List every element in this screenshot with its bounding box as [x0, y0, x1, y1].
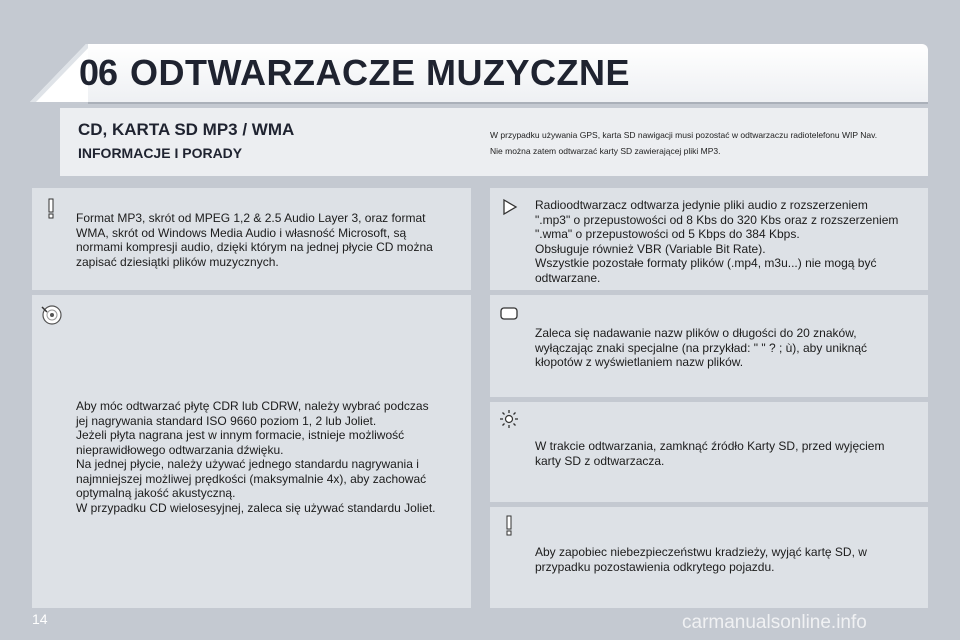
panel-cdr: [32, 295, 471, 608]
section-subtitle: INFORMACJE I PORADY: [78, 145, 243, 161]
sun-icon: [498, 408, 520, 430]
panel-playback-text: Radioodtwarzacz odtwarza jedynie pliki audio z rozszerzeniem ".mp3" o przepustowości od 8 Kbs do 320 Kbs oraz z rozszerzeniem ".wma" o przepustowości od 5 Kbps do 384 Kbps. Obsługuje również VBR (Variable Bit Rate). Wszystkie pozostałe formaty plików (.mp4, m3u...) nie mogą być odtwarzane.: [535, 198, 899, 285]
panel-playback: [490, 188, 928, 290]
panel-sd-remove: [490, 402, 928, 502]
panel-theft: [490, 507, 928, 608]
screen-icon: [498, 303, 520, 325]
page-number: 14: [32, 611, 48, 627]
chapter-number: 06: [79, 52, 118, 93]
gps-note: [490, 127, 920, 159]
panel-format: [32, 188, 471, 290]
gps-note-line1: W przypadku używania GPS, karta SD nawigacji musi pozostać w odtwarzaczu radiotelefonu WIP Nav.: [490, 130, 878, 140]
panel-cdr-text: Aby móc odtwarzać płytę CDR lub CDRW, należy wybrać podczas jej nagrywania standard ISO 9660 poziom 1, 2 lub Joliet. Jeżeli płyta nagrana jest w innym formacie, istnieje możliwość nieprawidłowego odtwarzania dźwięku. Na jednej płycie, należy używać jednego standardu nagrywania i najmniejszej możliwej prędkości (maksymalnie 4x), aby zachować optymalną jakość akustyczną. W przypadku CD wielosesyjnej, zaleca się używać standardu Joliet.: [76, 399, 436, 515]
panel-names-text: Zaleca się nadawanie nazw plików o długości do 20 znaków, wyłączając znaki specjalne (na przykład: " " ? ; ù), aby uniknąć kłopotów z wyświetlaniem nazw plików.: [535, 326, 868, 369]
exclamation-icon: [498, 515, 520, 537]
play-icon: [498, 196, 520, 218]
panel-theft-text: Aby zapobiec niebezpieczeństwu kradzieży, wyjąć kartę SD, w przypadku pozostawienia odkrytego pojazdu.: [535, 545, 867, 574]
panel-names: [490, 295, 928, 397]
exclamation-icon: [40, 198, 62, 220]
header-divider: [88, 102, 928, 104]
chapter-title: ODTWARZACZE MUZYCZNE: [130, 52, 630, 93]
watermark: carmanualsonline.info: [682, 612, 867, 633]
panel-format-text: Format MP3, skrót od MPEG 1,2 & 2.5 Audio Layer 3, oraz format WMA, skrót od Windows Media Audio i własność Microsoft, są normami kompresji audio, dzięki którym na jednej płycie CD można zapisać dziesiątki plików muzycznych.: [76, 211, 433, 269]
section-title: CD, KARTA SD MP3 / WMA: [78, 120, 295, 139]
gps-note-line2: Nie można zatem odtwarzać karty SD zawierającej pliki MP3.: [490, 146, 721, 156]
chapter-header: [0, 0, 960, 102]
disc-icon: [40, 303, 62, 325]
panel-sd-remove-text: W trakcie odtwarzania, zamknąć źródło Karty SD, przed wyjęciem karty SD z odtwarzacza.: [535, 439, 885, 468]
